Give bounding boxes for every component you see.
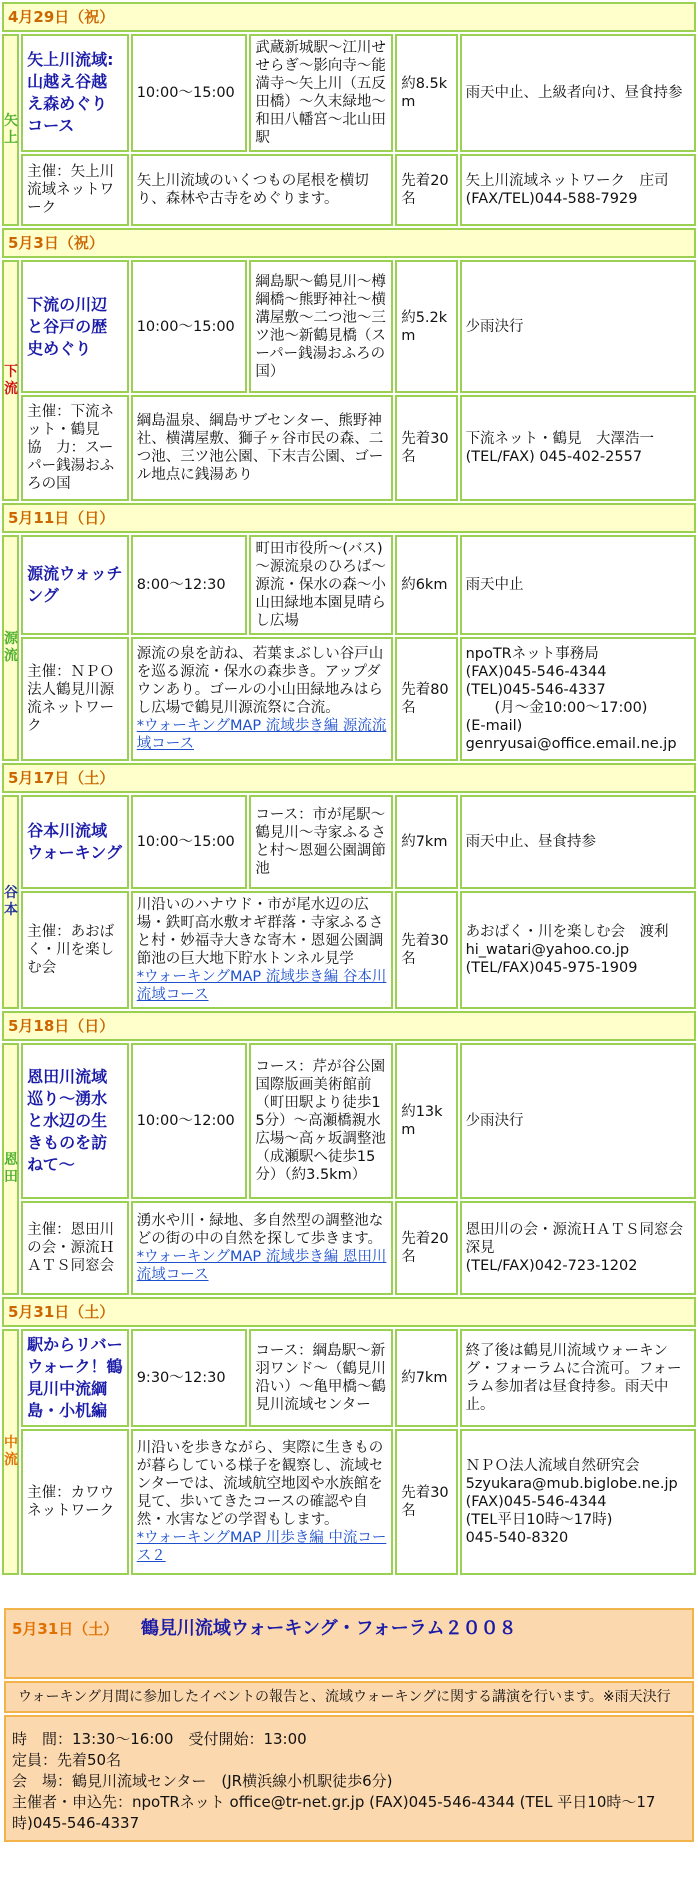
event-contact-line: 恩田川の会・源流ＨＡＴＳ同窓会 深見	[465, 1222, 698, 1256]
walking-map-link[interactable]: *ウォーキングMAP 川歩き編 中流コース２	[136, 1530, 387, 1564]
forum-date: 5月31日（土）	[12, 1620, 119, 1638]
event-main-row	[2, 1329, 696, 1427]
event-contact-line: (FAX)045-546-4344	[465, 664, 607, 680]
event-main-row	[2, 260, 696, 393]
event-organizer: 主催：下流ネット・鶴見 協 力：スーパー銭湯おふろの国	[21, 395, 129, 501]
event-area-char: 源	[4, 631, 18, 647]
event-area-label	[4, 631, 18, 665]
forum-description: ウォーキング月間に参加したイベントの報告と、流域ウォーキングに関する講演を行います。※雨天決行	[4, 1681, 694, 1713]
event-contact	[460, 1201, 696, 1295]
event-date: 5月11日（日）	[2, 503, 696, 533]
event-main-row	[2, 535, 696, 635]
event-contact	[460, 637, 696, 761]
event-contact-line: (FAX/TEL)044-588-7929	[465, 191, 638, 207]
event-title: 駅からリバーウォーク！鶴見川中流綱島・小机編	[21, 1329, 129, 1427]
event-notes: 少雨決行	[460, 260, 696, 393]
event-description-cell	[131, 891, 394, 1009]
event-capacity: 先着20名	[395, 154, 457, 226]
event-capacity: 先着20名	[395, 1201, 457, 1295]
event-date-row	[2, 2, 696, 32]
event-area-char: 矢	[4, 113, 18, 129]
event-description: 綱島温泉、綱島サブセンター、熊野神社、横溝屋敷、獅子ヶ谷市民の森、二つ池、三ツ池公園、下末吉公園、ゴール地点に銭湯あり	[136, 413, 384, 483]
event-notes: 雨天中止、上級者向け、昼食持参	[460, 34, 696, 152]
event-distance: 約8.5km	[395, 34, 457, 152]
event-detail-row	[2, 395, 696, 501]
events-body	[2, 2, 696, 1575]
event-detail-row	[2, 637, 696, 761]
event-contact	[460, 1429, 696, 1575]
event-area-char: 谷	[4, 885, 18, 901]
event-description-cell	[131, 1201, 394, 1295]
event-detail-row	[2, 154, 696, 226]
event-contact-line: (月～金10:00～17:00)	[465, 700, 648, 716]
event-detail-row	[2, 1201, 696, 1295]
event-description: 矢上川流域のいくつもの尾根を横切り、森林や古寺をめぐります。	[136, 173, 369, 207]
event-date-row	[2, 1011, 696, 1041]
event-title: 谷本川流域ウォーキング	[21, 795, 129, 889]
forum-info-capacity: 定員：先着50名	[12, 1751, 122, 1769]
event-notes: 雨天中止、昼食持参	[460, 795, 696, 889]
event-area-char: 下	[4, 363, 18, 380]
event-main-row	[2, 795, 696, 889]
walking-map-link[interactable]: *ウォーキングMAP 流域歩き編 源流流域コース	[136, 718, 387, 752]
event-area	[2, 34, 19, 226]
event-organizer: 主催：カワウネットワーク	[21, 1429, 129, 1575]
event-main-row	[2, 34, 696, 152]
event-detail-row	[2, 1429, 696, 1575]
event-capacity: 先着30名	[395, 1429, 457, 1575]
event-capacity: 先着80名	[395, 637, 457, 761]
event-title: 矢上川流域:山越え谷越え森めぐりコース	[21, 34, 129, 152]
event-contact-line: (TEL平日10時～17時)	[465, 1512, 613, 1528]
event-time: 10:00～12:00	[131, 1043, 248, 1199]
event-distance: 約6km	[395, 535, 457, 635]
event-description: 源流の泉を訪ね、若葉まぶしい谷戸山を巡る源流・保水の森歩き。アップダウンあり。ゴールの小山田緑地みはらし広場で鶴見川源流祭に合流。	[136, 646, 384, 716]
event-title: 下流の川辺と谷戸の歴史めぐり	[21, 260, 129, 393]
event-contact	[460, 395, 696, 501]
event-capacity: 先着30名	[395, 395, 457, 501]
event-contact-line: 矢上川流域ネットワーク 庄司	[465, 173, 669, 189]
event-route: コース：市が尾駅～鶴見川～寺家ふるさと村～恩廻公園調節池	[249, 795, 393, 889]
event-distance: 約7km	[395, 1329, 457, 1427]
event-route: 綱島駅～鶴見川～樽綱橋～熊野神社～横溝屋敷～二つ池～三ツ池～新鶴見橋（スーパー銭湯おふろの国）	[249, 260, 393, 393]
event-time: 10:00～15:00	[131, 34, 248, 152]
event-contact-line: 045-540-8320	[465, 1530, 569, 1546]
event-organizer: 主催：ＮＰＯ法人鶴見川源流ネットワーク	[21, 637, 129, 761]
event-contact-line: npoTRネット事務局	[465, 646, 599, 662]
event-organizer: 主催：あおばく・川を楽しむ会	[21, 891, 129, 1009]
event-description-cell	[131, 637, 394, 761]
event-description-cell	[131, 395, 394, 501]
event-date-row	[2, 1297, 696, 1327]
event-area	[2, 260, 19, 501]
event-contact-line: ＮＰＯ法人流域自然研究会	[465, 1458, 640, 1474]
event-date: 4月29日（祝）	[2, 2, 696, 32]
event-description: 湧水や川・緑地、多自然型の調整池などの街の中の自然を探して歩きます。	[136, 1213, 384, 1247]
event-area-label	[4, 1435, 18, 1469]
event-date-row	[2, 228, 696, 258]
event-detail-row	[2, 891, 696, 1009]
walking-map-link[interactable]: *ウォーキングMAP 流域歩き編 谷本川流域コース	[136, 969, 387, 1003]
event-route: コース：綱島駅～新羽ワンド～（鶴見川沿い）～亀甲橋～鶴見川流域センター	[249, 1329, 393, 1427]
event-organizer: 主催：恩田川の会・源流ＨＡＴＳ同窓会	[21, 1201, 129, 1295]
event-time: 10:00～15:00	[131, 260, 248, 393]
event-contact-line: (FAX)045-546-4344	[465, 1494, 607, 1510]
forum-info	[4, 1715, 694, 1842]
event-date-row	[2, 503, 696, 533]
event-date: 5月18日（日）	[2, 1011, 696, 1041]
event-contact-line: genryusai@office.email.ne.jp	[465, 736, 677, 752]
event-time: 8:00～12:30	[131, 535, 248, 635]
event-area-char: 流	[4, 1452, 18, 1468]
event-area-char: 田	[4, 1169, 18, 1185]
event-description-cell	[131, 1429, 394, 1575]
event-area	[2, 795, 19, 1009]
forum-info-venue: 会 場：鶴見川流域センター (JR横浜線小机駅徒歩6分)	[12, 1772, 393, 1790]
event-contact-line: (TEL/FAX)045-975-1909	[465, 960, 638, 976]
event-area-label	[4, 364, 18, 398]
event-contact-line: (TEL)045-546-4337	[465, 682, 606, 698]
event-contact-line: 下流ネット・鶴見 大澤浩一	[465, 431, 655, 447]
event-time: 9:30～12:30	[131, 1329, 248, 1427]
event-description-cell	[131, 154, 394, 226]
event-time: 10:00～15:00	[131, 795, 248, 889]
event-notes: 雨天中止	[460, 535, 696, 635]
event-contact-line: あおばく・川を楽しむ会 渡利	[465, 924, 669, 940]
forum-title: 鶴見川流域ウォーキング・フォーラム２００８	[140, 1618, 517, 1639]
event-notes: 少雨決行	[460, 1043, 696, 1199]
event-date: 5月3日（祝）	[2, 228, 696, 258]
forum-info-organizer: 主催者・申込先：npoTRネット office@tr-net.gr.jp (FAX)045-546-4344 (TEL 平日10時～17時)045-546-4337	[12, 1793, 656, 1832]
event-contact-line: (TEL/FAX)042-723-1202	[465, 1258, 638, 1274]
event-date: 5月17日（土）	[2, 763, 696, 793]
event-organizer: 主催：矢上川流域ネットワーク	[21, 154, 129, 226]
event-distance: 約7km	[395, 795, 457, 889]
event-main-row	[2, 1043, 696, 1199]
event-contact-line: (TEL/FAX) 045-402-2557	[465, 449, 643, 465]
event-notes: 終了後は鶴見川流域ウォーキング・フォーラムに合流可。フォーラム参加者は昼食持参。雨天中止。	[460, 1329, 696, 1427]
event-area-label	[4, 113, 18, 147]
event-date: 5月31日（土）	[2, 1297, 696, 1327]
event-route: 武蔵新城駅～江川せせらぎ～影向寺～能満寺～矢上川（五反田橋）～久末緑地～和田八幡宮～北山田駅	[249, 34, 393, 152]
event-description: 川沿いを歩きながら、実際に生きものが暮らしている様子を観察し、流域センターでは、流域航空地図や水族館を見て、歩いてきたコースの確認や自然・水害などの学習もします。	[136, 1440, 384, 1528]
event-description: 川沿いのハナウド・市が尾水辺の広場・鉄町高水敷オギ群落・寺家ふるさと村・妙福寺大きな寄木・恩廻公園調節池の巨大地下貯水トンネル見学	[136, 897, 384, 967]
event-area-char: 流	[4, 380, 18, 397]
event-distance: 約5.2km	[395, 260, 457, 393]
event-area-char: 中	[4, 1435, 18, 1451]
event-area-label	[4, 1152, 18, 1186]
event-area-char: 恩	[4, 1152, 18, 1168]
event-contact	[460, 891, 696, 1009]
event-title: 恩田川流域巡り～湧水と水辺の生きものを訪ねて～	[21, 1043, 129, 1199]
event-area	[2, 1329, 19, 1575]
event-date-row	[2, 763, 696, 793]
forum-info-time: 時 間：13:30～16:00 受付開始：13:00	[12, 1730, 307, 1748]
event-area-char: 上	[4, 130, 18, 146]
event-area-char: 流	[4, 648, 18, 664]
event-title: 源流ウォッチング	[21, 535, 129, 635]
event-route: 町田市役所～(バス)～源流泉のひろば～源流・保水の森～小山田緑地本園見晴らし広場	[249, 535, 393, 635]
forum-table	[2, 1606, 696, 1844]
event-contact-line: (E-mail)	[465, 718, 523, 734]
event-route: コース：芹が谷公園国際版画美術館前（町田駅より徒歩15分）～高瀬橋親水広場～高ヶ坂調整池（成瀬駅へ徒歩15分）（約3.5km）	[249, 1043, 393, 1199]
event-contact	[460, 154, 696, 226]
event-capacity: 先着30名	[395, 891, 457, 1009]
forum-header	[4, 1608, 694, 1679]
walking-map-link[interactable]: *ウォーキングMAP 流域歩き編 恩田川流域コース	[136, 1249, 387, 1283]
event-distance: 約13km	[395, 1043, 457, 1199]
event-area-char: 本	[4, 902, 18, 918]
event-area	[2, 535, 19, 761]
event-contact-line: 5zyukara@mub.biglobe.ne.jp	[465, 1476, 678, 1492]
event-contact-line: hi_watari@yahoo.co.jp	[465, 942, 630, 958]
event-area-label	[4, 885, 18, 919]
event-area	[2, 1043, 19, 1295]
